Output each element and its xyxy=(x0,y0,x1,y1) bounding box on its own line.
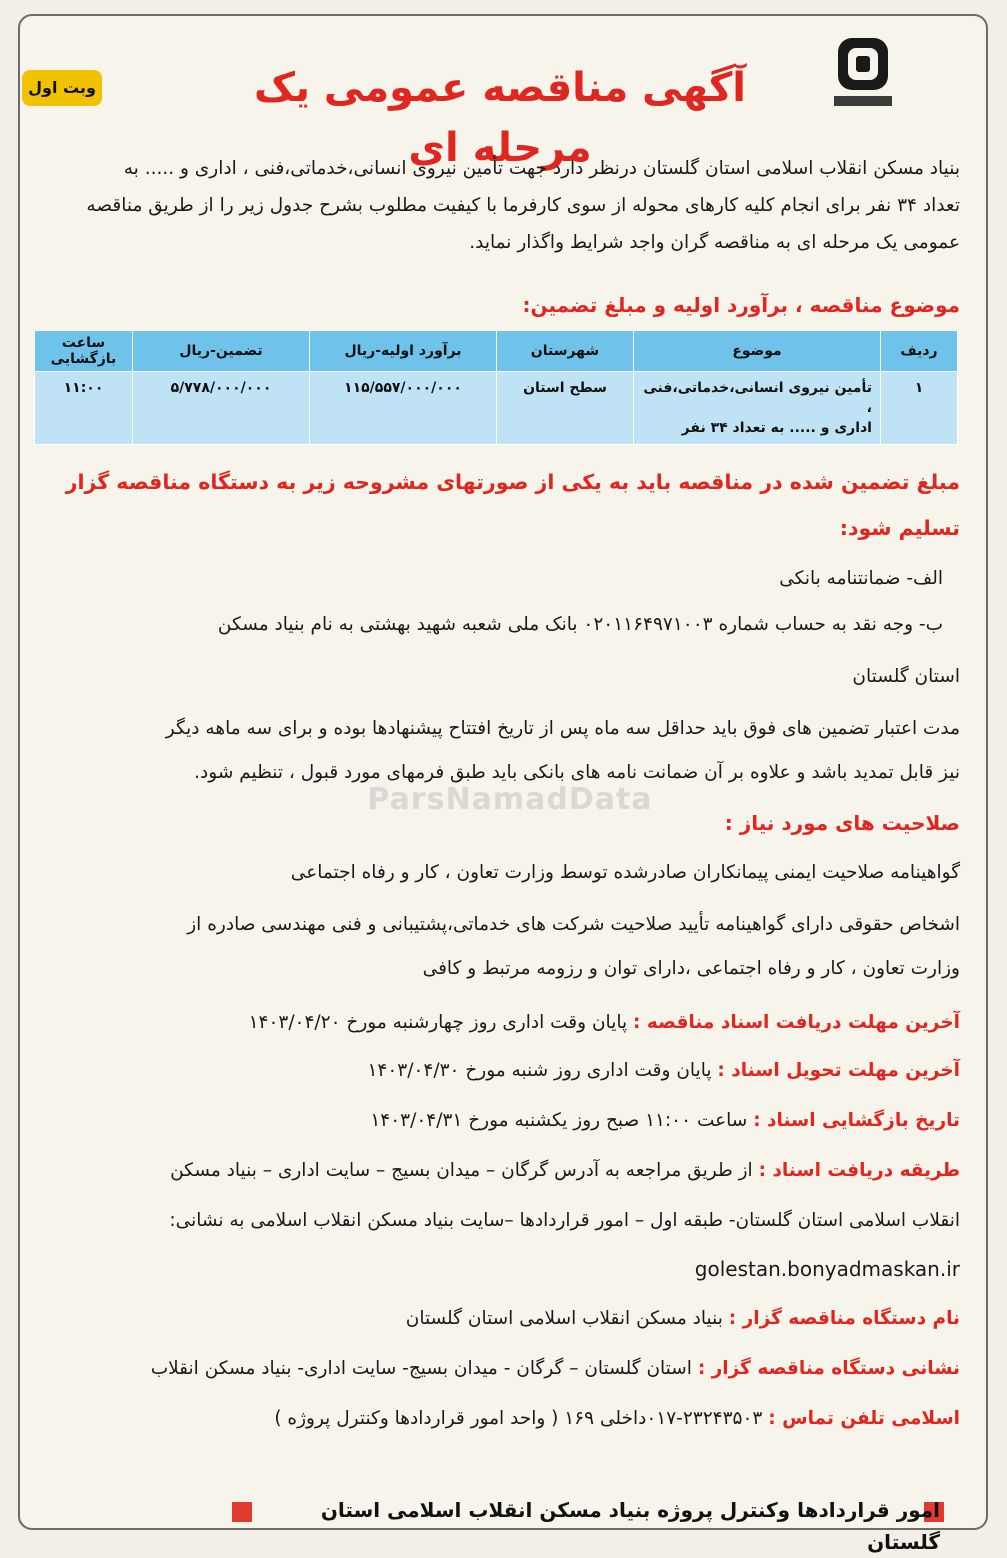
org-address-value: استان گلستان – گرگان - میدان بسیج- سایت اداری- بنیاد مسکن انقلاب xyxy=(150,1358,692,1379)
cell-subject-line-1: تأمین نیروی انسانی،خدماتی،فنی ، xyxy=(643,380,872,416)
tender-table xyxy=(34,330,958,445)
phone-line xyxy=(40,1402,960,1436)
org-name-value: بنیاد مسکن انقلاب اسلامی استان گلستان xyxy=(405,1308,723,1329)
qualification-1: گواهینامه صلاحیت ایمنی پیمانکاران صادرشده توسط وزارت تعاون ، کار و رفاه اجتماعی xyxy=(290,862,960,883)
method-label: طریقه دریافت اسناد : xyxy=(758,1160,960,1181)
table-row xyxy=(35,372,958,445)
header-estimate: برآورد اولیه-ریال xyxy=(310,331,497,372)
org-name xyxy=(40,1302,960,1336)
watermark: ParsNamadData xyxy=(367,782,653,817)
intro-line-2: تعداد ۳۴ نفر برای انجام کلیه کارهای محوله از سوی کارفرما با کیفیت مطلوب بشرح جدول زیر را از طریق مناقصه xyxy=(86,195,960,216)
opening-value: ساعت ۱۱:۰۰ صبح روز یکشنبه مورخ ۱۴۰۳/۰۴/۳۱ xyxy=(370,1110,748,1131)
qualifications-heading: صلاحیت های مورد نیاز : xyxy=(724,811,960,835)
opening-date xyxy=(40,1104,960,1138)
intro-line-1: بنیاد مسکن انقلاب اسلامی استان گلستان درنظر دارد جهت تأمین نیروی انسانی،خدماتی،فنی ، اداری و ..... به xyxy=(123,158,960,179)
cell-subject xyxy=(634,372,881,445)
validity-line-1: مدت اعتبار تضمین های فوق باید حداقل سه ماه پس از تاریخ افتتاح پیشنهادها بوده و برای سه ماهه دیگر xyxy=(165,718,960,739)
bonyad-maskan-logo xyxy=(828,34,898,114)
method-line-1 xyxy=(40,1154,960,1188)
deadline-docs xyxy=(40,1006,960,1040)
cell-guarantee: ۵/۷۷۸/۰۰۰/۰۰۰ xyxy=(133,372,310,445)
method-line-2: انقلاب اسلامی استان گلستان- طبقه اول – امور قراردادها –سایت بنیاد مسکن انقلاب اسلامی به نشانی: xyxy=(169,1210,960,1231)
opening-label: تاریخ بازگشایی اسناد : xyxy=(753,1110,960,1131)
cell-subject-line-2: اداری و ..... به تعداد ۳۴ نفر xyxy=(681,420,872,436)
guarantee-notice-line-2: تسلیم شود: xyxy=(839,516,960,540)
deadline-docs-value: پایان وقت اداری روز چهارشنبه مورخ ۱۴۰۳/۰۴/۲۰ xyxy=(248,1012,628,1033)
option-a: الف- ضمانتنامه بانکی xyxy=(779,568,943,589)
org-name-label: نام دستگاه مناقصه گزار : xyxy=(728,1308,960,1329)
deadline-submit-value: پایان وقت اداری روز شنبه مورخ ۱۴۰۳/۰۴/۳۰ xyxy=(367,1060,712,1081)
phone-label: اسلامی تلفن تماس : xyxy=(768,1408,960,1429)
phone-value: ۲۳۲۴۳۵۰۳-۰۱۷داخلی ۱۶۹ ( واحد امور قراردادها وکنترل پروژه ) xyxy=(274,1408,763,1429)
validity-line-2: نیز قابل تمدید باشد و علاوه بر آن ضمانت نامه های بانکی باید طبق فرمهای مورد قبول ، تنظیم شود. xyxy=(194,762,960,783)
header-city: شهرستان xyxy=(497,331,634,372)
table-header-row xyxy=(35,331,958,372)
header-guarantee: تضمین-ریال xyxy=(133,331,310,372)
option-b-line-1: ب- وجه نقد به حساب شماره ۰۲۰۱۱۶۴۹۷۱۰۰۳ بانک ملی شعبه شهید بهشتی به نام بنیاد مسکن xyxy=(217,614,943,635)
footer-square-left xyxy=(232,1502,252,1522)
cell-city: سطح استان xyxy=(497,372,634,445)
qualification-2-line-2: وزارت تعاون ، کار و رفاه اجتماعی ،دارای توان و رزومه مرتبط و کافی xyxy=(422,958,960,979)
header-index: ردیف xyxy=(881,331,958,372)
edition-badge: وبت اول xyxy=(22,70,102,106)
intro-line-3: عمومی یک مرحله ای به مناقصه گران واجد شرایط واگذار نماید. xyxy=(469,232,960,253)
website-link[interactable]: golestan.bonyadmaskan.ir xyxy=(694,1257,960,1281)
deadline-submit xyxy=(40,1054,960,1088)
option-b-line-2: استان گلستان xyxy=(852,666,960,687)
header-subject: موضوع xyxy=(634,331,881,372)
guarantee-notice-line-1: مبلغ تضمین شده در مناقصه باید به یکی از صورتهای مشروحه زیر به دستگاه مناقصه گزار xyxy=(65,470,960,494)
org-address xyxy=(40,1352,960,1386)
cell-opening-time: ۱۱:۰۰ xyxy=(35,372,133,445)
org-address-label: نشانی دستگاه مناقصه گزار : xyxy=(697,1358,960,1379)
deadline-submit-label: آخرین مهلت تحویل اسناد : xyxy=(717,1060,960,1081)
notice-title: آگهی مناقصه عمومی یک مرحله ای xyxy=(253,65,747,171)
cell-index: ۱ xyxy=(881,372,958,445)
table-heading: موضوع مناقصه ، برآورد اولیه و مبلغ تضمین: xyxy=(522,293,960,317)
qualification-2-line-1: اشخاص حقوقی دارای گواهینامه تأیید صلاحیت شرکت های خدماتی،پشتیبانی و فنی مهندسی صادره از xyxy=(187,914,960,935)
header-opening-time: ساعت بازگشایی xyxy=(35,331,133,372)
method-value-line-1: از طریق مراجعه به آدرس گرگان – میدان بسیج – سایت اداری – بنیاد مسکن xyxy=(170,1160,753,1181)
cell-estimate: ۱۱۵/۵۵۷/۰۰۰/۰۰۰ xyxy=(310,372,497,445)
footer-org: امور قراردادها وکنترل پروژه بنیاد مسکن انقلاب اسلامی استان گلستان xyxy=(320,1498,940,1554)
deadline-docs-label: آخرین مهلت دریافت اسناد مناقصه : xyxy=(633,1012,960,1033)
